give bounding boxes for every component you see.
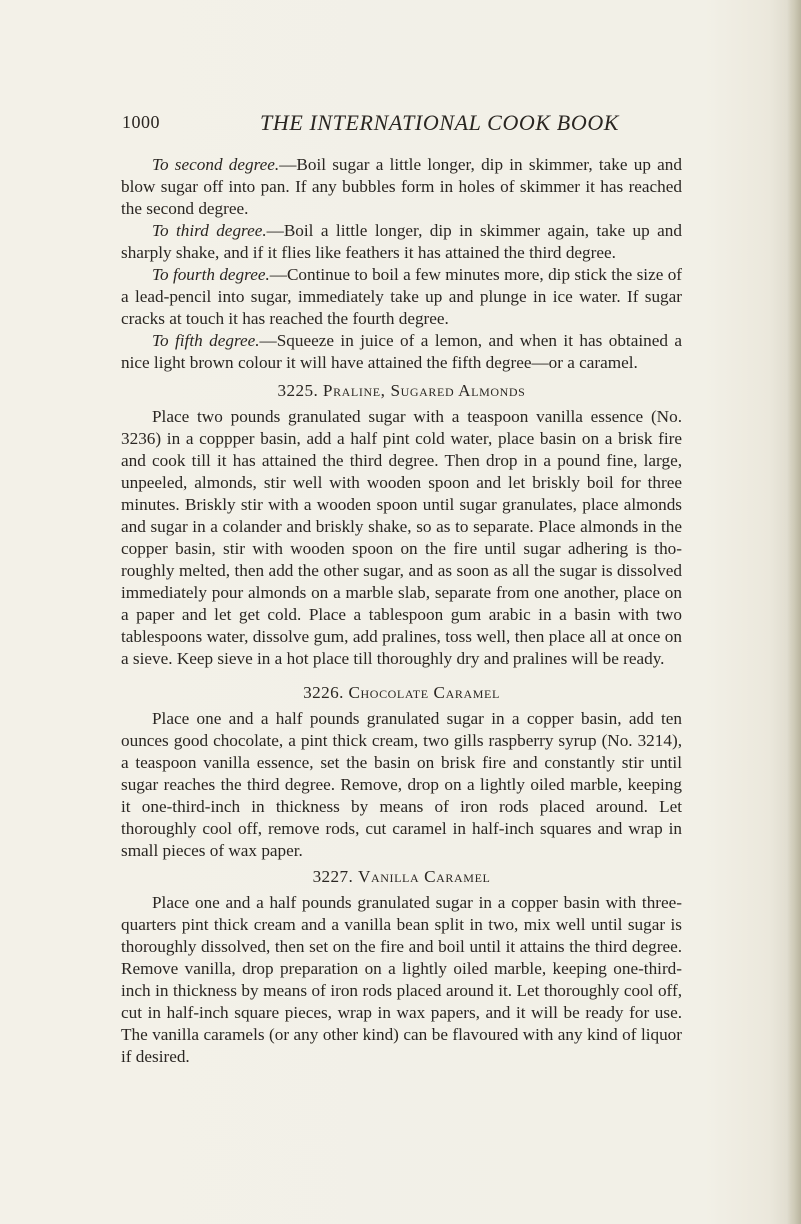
paragraph-second-degree <box>121 154 682 220</box>
recipe-title: Chocolate Caramel <box>348 683 500 702</box>
page-number: 1000 <box>122 112 160 132</box>
paragraph-third-degree <box>121 220 682 264</box>
recipe-body: Place two pounds granulated sugar with a teaspoon vanilla essence (No. 3236) in a coppper basin, add a half pint cold water, place basin on a brisk fire and cook till it has attained the third degree. Then drop in a pound fine, large, unpeeled, almonds, stir well with wooden spoon and let briskly boil for three minutes. Briskly stir with a wooden spoon until sugar granulates, place almonds and sugar in a colander and briskly shake, so as to separate. Place almonds in the copper basin, stir with wooden spoon on the fire until sugar adhering is tho-roughly melted, then add the other sugar, and as soon as all the sugar is dissolved immediately pour almonds on a marble slab, separate from one another, place on a paper and let get cold. Place a tablespoon gum arabic in a basin with two tablespoons water, dissolve gum, add pralines, toss well, then place all at once on a sieve. Keep sieve in a hot place till thoroughly dry and pralines will be ready. <box>121 407 682 668</box>
recipe-title: Vanilla Caramel <box>357 867 491 886</box>
lead-fifth-degree: To fifth degree. <box>152 331 260 350</box>
running-title: THE INTERNATIONAL COOK BOOK <box>260 110 620 135</box>
recipe-number: 3226. <box>303 683 344 702</box>
lead-third-degree: To third degree. <box>152 221 267 240</box>
text-second-degree: —Boil sugar a little longer, dip in skimmer, take up and blow sugar off into pan. If any bubbles form in holes of skimmer it has reached the second degree. <box>121 155 682 218</box>
paragraph-fourth-degree <box>121 264 682 330</box>
recipe-heading <box>121 682 682 704</box>
recipe-heading <box>121 866 682 888</box>
text-fifth-degree: —Squeeze in juice of a lemon, and when it has obtained a nice light brown colour it will have attained the fifth degree—or a caramel. <box>121 331 682 372</box>
lead-second-degree: To second degree. <box>152 155 280 174</box>
recipe-title: Praline, Sugared Almonds <box>322 381 526 400</box>
paragraph-fifth-degree <box>121 330 682 374</box>
recipe-body: Place one and a half pounds granulated sugar in a copper basin with three-quarters pint thick cream and a vanilla bean split in two, mix well until sugar is thoroughly dissolved, then set on the fire and boil until it attains the third degree. Remove vanilla, drop preparation on a lightly oiled marble, keeping one-third-inch in thickness by means of iron rods placed around it. Let thoroughly cool off, cut in half-inch square pieces, wrap in wax papers, and it will be ready for use. The vanilla caramels (or any other kind) can be flavoured with any kind of liquor if desired. <box>121 893 682 1066</box>
recipe-heading <box>121 380 682 402</box>
recipe-body: Place one and a half pounds granulated sugar in a copper basin, add ten ounces good chocolate, a pint thick cream, two gills raspberry syrup (No. 3214), a teaspoon vanilla essence, set the basin on brisk fire and constantly stir until sugar reaches the third degree. Remove, drop on a lightly oiled marble, keeping it one-third-inch in thickness by means of iron rods placed around. Let thoroughly cool off, remove rods, cut caramel in half-inch squares and wrap in small pieces of wax paper. <box>121 709 682 860</box>
lead-fourth-degree: To fourth degree. <box>152 265 270 284</box>
recipe-number: 3225. <box>277 381 319 400</box>
page-body <box>121 154 682 1068</box>
text-third-degree: —Boil a little longer, dip in skimmer again, take up and sharply shake, and if it flies like feathers it has attained the third degree. <box>121 221 682 262</box>
page-edge-shadow <box>787 0 801 1224</box>
recipe-number: 3227. <box>312 867 354 886</box>
text-fourth-degree: —Continue to boil a few minutes more, dip stick the size of a lead-pencil into sugar, immediately take up and plunge in ice water. If sugar cracks at touch it has reached the fourth degree. <box>121 265 683 328</box>
page-header <box>122 110 682 140</box>
